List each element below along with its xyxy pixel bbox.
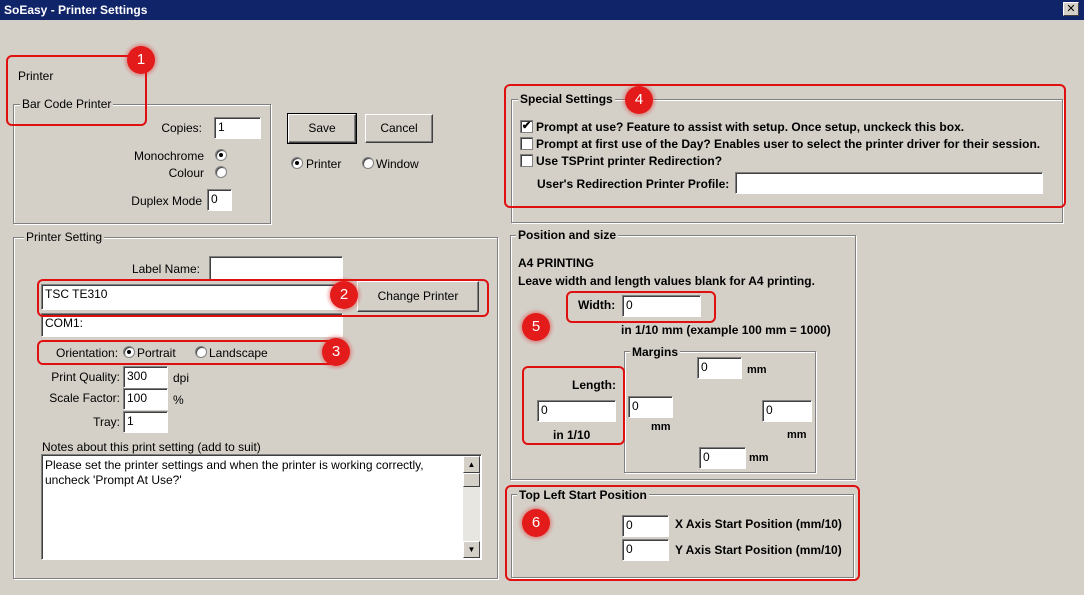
length-unit: in 1/10 — [553, 428, 591, 442]
annotation-box-5a — [566, 291, 716, 323]
print-quality-unit: dpi — [173, 371, 190, 385]
title-bar — [0, 0, 1084, 20]
colour-label: Colour — [168, 166, 204, 180]
margin-bottom-unit: mm — [749, 452, 769, 464]
tray-label: Tray: — [93, 415, 120, 429]
duplex-input[interactable]: 0 — [207, 189, 232, 211]
redirection-profile-label: User's Redirection Printer Profile: — [537, 177, 730, 191]
window-title: SoEasy - Printer Settings — [4, 3, 148, 17]
length-label: Length: — [572, 378, 616, 392]
x-axis-label: X Axis Start Position (mm/10) — [675, 517, 842, 531]
width-hint: in 1/10 mm (example 100 mm = 1000) — [621, 323, 831, 337]
margin-right-unit: mm — [787, 429, 807, 441]
scroll-up-icon[interactable]: ▲ — [463, 456, 480, 473]
orientation-label: Orientation: — [56, 346, 119, 360]
notes-textarea[interactable] — [41, 454, 482, 560]
annotation-box-3 — [37, 340, 338, 365]
margin-left-input[interactable]: 0 — [628, 396, 673, 418]
copies-label: Copies: — [161, 121, 202, 135]
notes-text: Please set the printer settings and when the printer is working correctly, uncheck 'Prompt At Use?' — [45, 458, 424, 487]
copies-input[interactable]: 1 — [214, 117, 261, 139]
annotation-box-5b — [522, 366, 625, 445]
special-settings-label: Special Settings — [520, 92, 613, 106]
scale-factor-unit: % — [173, 393, 184, 407]
width-input[interactable]: 0 — [622, 295, 701, 317]
margin-left-unit: mm — [651, 421, 671, 433]
colour-radio[interactable] — [215, 166, 227, 178]
a4-note: Leave width and length values blank for A4 printing. — [518, 274, 815, 288]
printer-setting-label: Printer Setting — [26, 230, 103, 244]
annotation-box-1 — [6, 55, 147, 126]
a4-title: A4 PRINTING — [518, 256, 595, 270]
save-button[interactable]: Save — [288, 114, 356, 143]
x-axis-input[interactable]: 0 — [622, 515, 669, 537]
bar-code-printer-label: Bar Code Printer — [22, 97, 112, 111]
annotation-badge-1: 1 — [127, 46, 155, 74]
printer-output-radio[interactable] — [291, 157, 303, 169]
prompt-at-use-label: Prompt at use? Feature to assist with setup. Once setup, unckeck this box. — [536, 120, 965, 134]
margin-right-input[interactable]: 0 — [762, 400, 812, 422]
landscape-label: Landscape — [209, 346, 268, 360]
tsprint-redirection-label: Use TSPrint printer Redirection? — [536, 154, 723, 168]
port-field: COM1: — [41, 313, 343, 337]
printer-output-label: Printer — [306, 157, 342, 171]
annotation-box-4 — [504, 84, 1066, 208]
length-input[interactable]: 0 — [537, 400, 616, 422]
position-size-label: Position and size — [518, 228, 617, 242]
annotation-badge-2: 2 — [330, 281, 358, 309]
top-left-label: Top Left Start Position — [519, 488, 647, 502]
monochrome-label: Monochrome — [133, 149, 204, 163]
width-label: Width: — [578, 298, 616, 312]
notes-label: Notes about this print setting (add to suit) — [42, 440, 261, 454]
printer-header: Printer — [18, 69, 54, 83]
tray-input[interactable]: 1 — [123, 411, 168, 433]
margins-label: Margins — [632, 345, 679, 359]
scale-factor-input[interactable]: 100 — [123, 388, 168, 410]
annotation-box-6 — [505, 485, 860, 581]
print-quality-label: Print Quality: — [51, 370, 120, 384]
annotation-badge-3: 3 — [322, 338, 350, 366]
label-name-label: Label Name: — [131, 262, 200, 276]
cancel-button[interactable]: Cancel — [365, 114, 433, 143]
duplex-label: Duplex Mode — [131, 194, 202, 208]
window-output-radio[interactable] — [362, 157, 374, 169]
scroll-down-icon[interactable]: ▼ — [463, 541, 480, 558]
notes-scrollbar[interactable] — [463, 456, 480, 558]
prompt-first-use-label: Prompt at first use of the Day? Enables user to select the printer driver for their session. — [536, 137, 1041, 151]
prompt-at-use-checkbox[interactable]: ✔ — [521, 120, 532, 132]
printer-name-field: TSC TE310 — [41, 284, 343, 310]
scale-factor-label: Scale Factor: — [49, 391, 120, 405]
portrait-label: Portrait — [137, 346, 176, 360]
margin-top-input[interactable]: 0 — [697, 357, 742, 379]
label-name-input[interactable] — [209, 256, 343, 280]
annotation-box-2 — [37, 279, 489, 317]
scroll-thumb[interactable] — [463, 473, 480, 487]
print-quality-input[interactable]: 300 — [123, 366, 168, 388]
close-icon[interactable]: ✕ — [1063, 2, 1079, 16]
margin-bottom-input[interactable]: 0 — [699, 447, 746, 469]
y-axis-label: Y Axis Start Position (mm/10) — [675, 543, 842, 557]
annotation-badge-6: 6 — [522, 509, 550, 537]
annotation-badge-4: 4 — [625, 86, 653, 114]
y-axis-input[interactable]: 0 — [622, 539, 669, 561]
margin-top-unit: mm — [747, 364, 767, 376]
annotation-badge-5: 5 — [522, 313, 550, 341]
monochrome-radio[interactable] — [215, 149, 227, 161]
change-printer-button[interactable]: Change Printer — [357, 281, 479, 312]
window-output-label: Window — [376, 157, 419, 171]
